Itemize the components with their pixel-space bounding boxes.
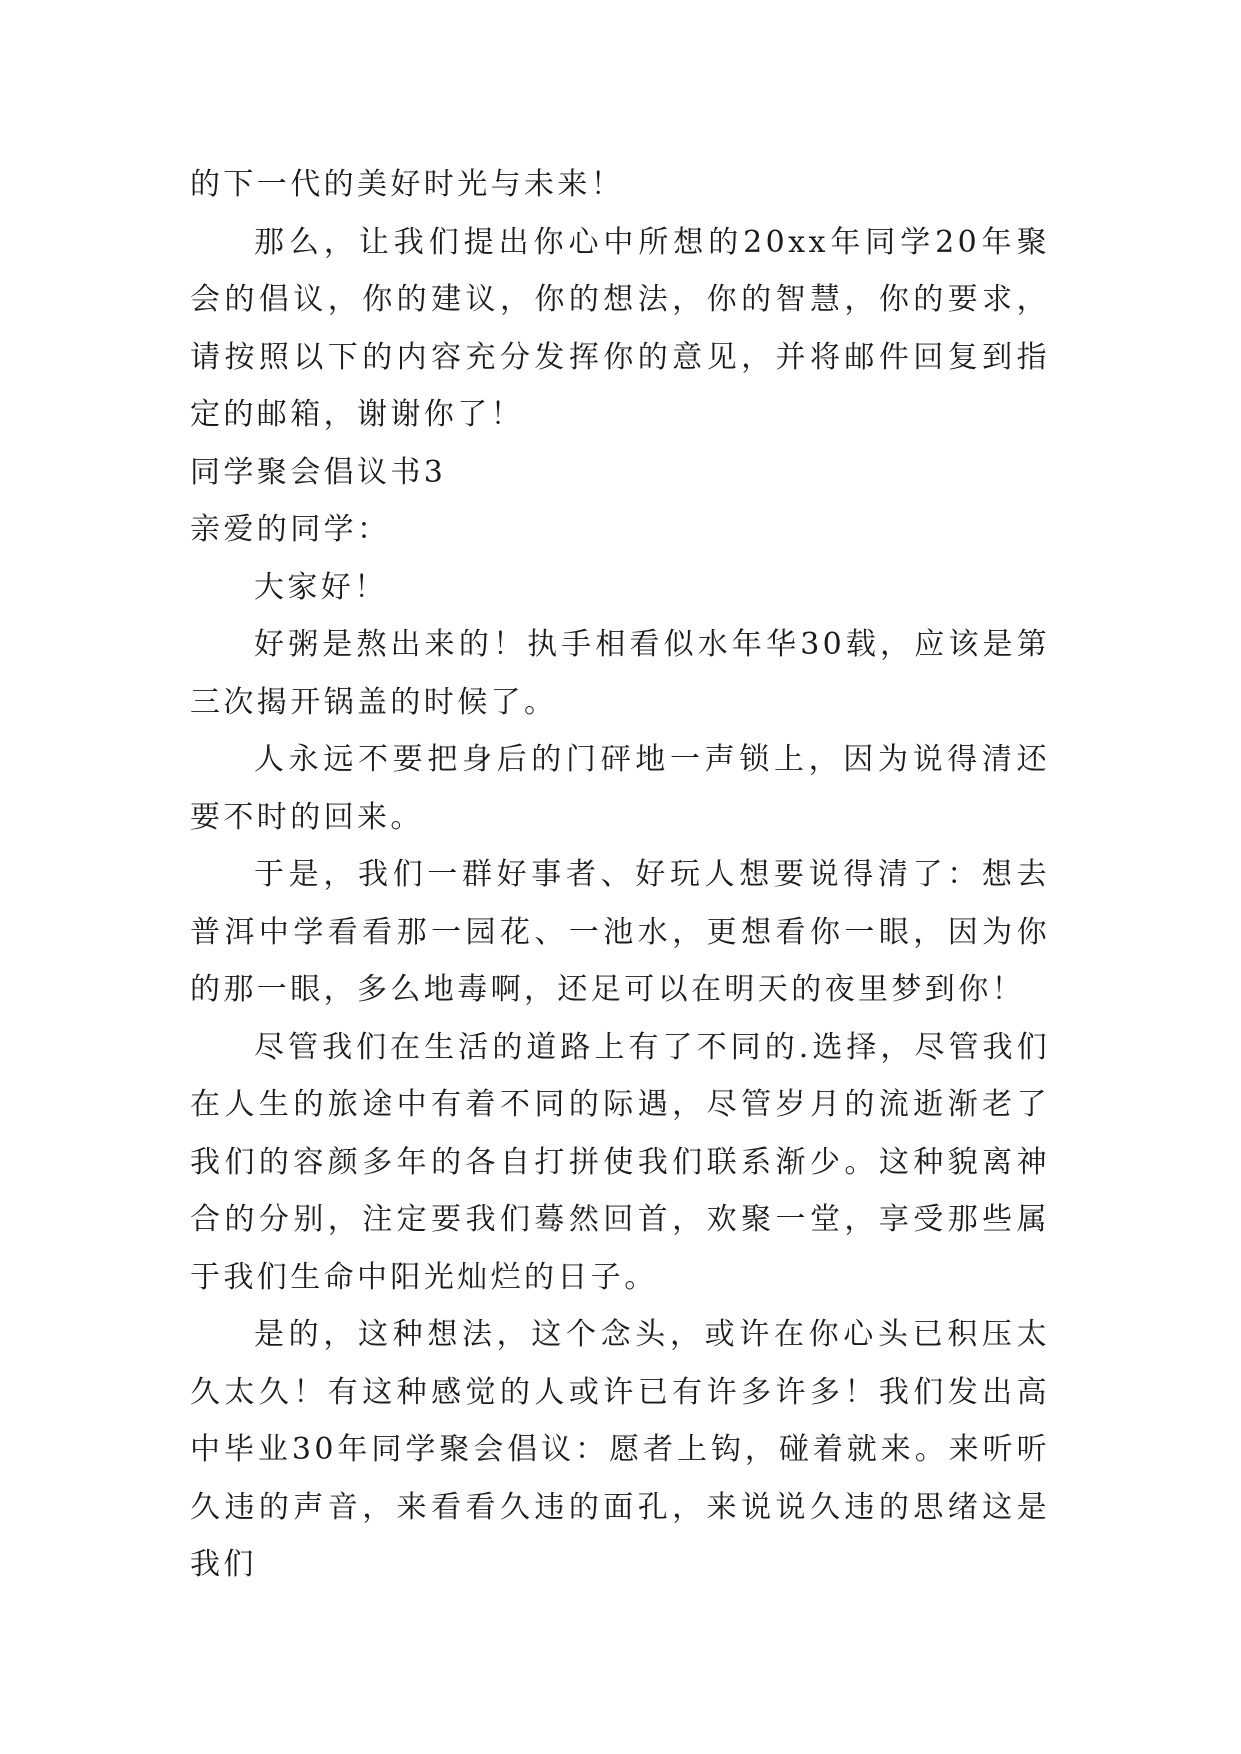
paragraph-continuation: 的下一代的美好时光与未来！ [190, 167, 625, 202]
paragraph-school-visit: 于是，我们一群好事者、好玩人想要说得清了：想去普洱中学看看那一园花、一池水，更想看你一眼，因为你的那一眼，多么地毒啊，还足可以在明天的夜里梦到你！ [190, 857, 1050, 1007]
paragraph-door: 人永远不要把身后的门砰地一声锁上，因为说得清还要不时的回来。 [190, 742, 1050, 835]
document-body [190, 156, 1050, 1594]
paragraph-porridge: 好粥是熬出来的！执手相看似水年华30载，应该是第三次揭开锅盖的时候了。 [190, 627, 1050, 720]
section-heading: 同学聚会倡议书3 [190, 454, 447, 490]
paragraph-invitation-request: 那么，让我们提出你心中所想的20xx年同学20年聚会的倡议，你的建议，你的想法，你的智慧，你的要求，请按照以下的内容充分发挥你的意见，并将邮件回复到指定的邮箱，谢谢你了！ [190, 224, 1050, 432]
paragraph-life-paths: 尽管我们在生活的道路上有了不同的.选择，尽管我们在人生的旅途中有着不同的际遇，尽管岁月的流逝渐老了我们的容颜多年的各自打拼使我们联系渐少。这种貌离神合的分别，注定要我们蓦然回首，欢聚一堂，享受那些属于我们生命中阳光灿烂的日子。 [190, 1029, 1050, 1295]
salutation: 亲爱的同学： [190, 512, 391, 547]
paragraph-proposal: 是的，这种想法，这个念头，或许在你心头已积压太久太久！有这种感觉的人或许已有许多许多！我们发出高中毕业30年同学聚会倡议：愿者上钩，碰着就来。来听听久违的声音，来看看久违的面孔，来说说久违的思绪这是我们 [190, 1317, 1050, 1582]
greeting: 大家好！ [254, 569, 388, 605]
